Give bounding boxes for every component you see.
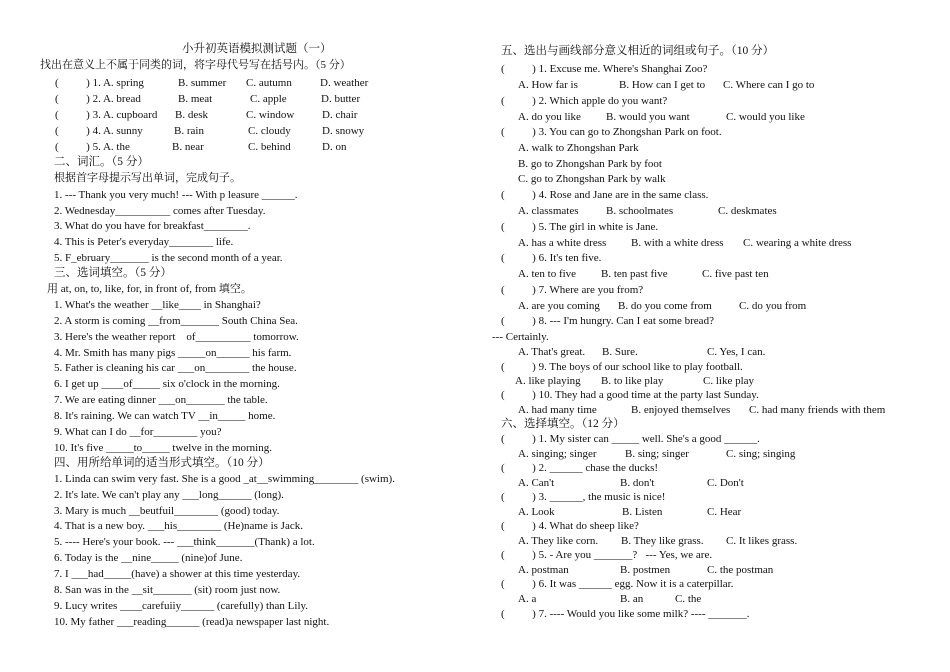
s6-q2-b: B. don't [620, 477, 655, 489]
s1-q3: ( ) 3. A. cupboard [55, 109, 158, 121]
s6-q6-b: B. an [620, 593, 644, 605]
s3-q8: 8. It's raining. We can watch TV __in_____ home. [54, 410, 276, 422]
section-3-instruction: 用 at, on, to, like, for, in front of, from 填空。 [47, 283, 252, 295]
s1-q2-b: B. meat [178, 93, 213, 105]
s5-q1-c: C. Where can I go to [723, 79, 815, 91]
s5-q9-a: A. like playing [515, 375, 581, 387]
s6-q1-c: C. sing; singing [726, 448, 796, 460]
s6-q6: ( ) 6. It was ______ egg. Now it is a caterpillar. [501, 578, 734, 590]
section-4-title: 四、用所给单词的适当形式填空。（10 分） [54, 457, 270, 469]
s4-q4: 4. That is a new boy. ___his________ (He)name is Jack. [54, 520, 303, 532]
s4-q8: 8. San was in the __sit_______ (sit) room just now. [54, 584, 281, 596]
s3-q3: 3. Here's the weather report of__________ tomorrow. [54, 331, 299, 343]
s3-q4: 4. Mr. Smith has many pigs _____on______ his farm. [54, 347, 292, 359]
s1-q1: ( ) 1. A. spring [55, 77, 144, 89]
s5-q9-b: B. to like play [601, 375, 664, 387]
s5-q4-c: C. deskmates [718, 205, 777, 217]
s3-q2: 2. A storm is coming __from_______ South China Sea. [54, 315, 298, 327]
s6-q1-b: B. sing; singer [625, 448, 689, 460]
s6-q3: ( ) 3. ______, the music is nice! [501, 491, 666, 503]
s3-q10: 10. It's five _____to_____ twelve in the morning. [54, 442, 272, 454]
s6-q4-b: B. They like grass. [621, 535, 704, 547]
s5-q10-b: B. enjoyed themselves [631, 404, 731, 416]
s5-q7: ( ) 7. Where are you from? [501, 284, 644, 296]
s3-q9: 9. What can I do __for________ you? [54, 426, 222, 438]
s4-q7: 7. I ___had_____(have) a shower at this time yesterday. [54, 568, 301, 580]
s6-q5-b: B. postmen [620, 564, 671, 576]
s5-q1: ( ) 1. Excuse me. Where's Shanghai Zoo? [501, 63, 708, 75]
s1-q4-b: B. rain [174, 125, 204, 137]
s5-q6: ( ) 6. It's ten five. [501, 252, 602, 264]
s5-q8-a: A. That's great. [518, 346, 586, 358]
s1-q4-d: D. snowy [322, 125, 365, 137]
s3-q7: 7. We are eating dinner ___on_______ the table. [54, 394, 268, 406]
s6-q5-a: A. postman [518, 564, 569, 576]
section-6-title: 六、选择填空。（12 分） [501, 418, 625, 430]
s1-q4-c: C. cloudy [248, 125, 291, 137]
s1-q1-d: D. weather [320, 77, 369, 89]
section-3-title: 三、选词填空。（5 分） [54, 267, 172, 279]
s6-q2: ( ) 2. ______ chase the ducks! [501, 462, 659, 474]
s2-q4: 4. This is Peter's everyday________ life. [54, 236, 234, 248]
page-title: 小升初英语模拟测试题（一） [182, 43, 332, 55]
s2-q5: 5. F_ebruary_______ is the second month of a year. [54, 252, 283, 264]
s3-q1: 1. What's the weather __like____ in Shanghai? [54, 299, 261, 311]
s5-q10-a: A. had many time [518, 404, 597, 416]
s5-q2-c: C. would you like [726, 111, 805, 123]
s5-q8-c: C. Yes, I can. [707, 346, 766, 358]
s1-q1-b: B. summer [178, 77, 227, 89]
s5-q1-b: B. How can I get to [619, 79, 706, 91]
s1-q5-b: B. near [172, 141, 204, 153]
s2-q3: 3. What do you have for breakfast________. [54, 220, 251, 232]
s5-q10-c: C. had many friends with them [749, 404, 886, 416]
s1-q2-d: D. butter [321, 93, 361, 105]
s5-q8-reply: --- Certainly. [492, 331, 549, 343]
s1-q5: ( ) 5. A. the [55, 141, 130, 153]
section-2-title: 二、词汇。（5 分） [54, 156, 149, 168]
s4-q10: 10. My father ___reading______ (read)a newspaper last night. [54, 616, 330, 628]
s1-q5-d: D. on [322, 141, 347, 153]
s6-q6-a: A. a [518, 593, 537, 605]
s5-q6-a: A. ten to five [518, 268, 577, 280]
s5-q3-c: C. go to Zhongshan Park by walk [518, 173, 666, 185]
s6-q2-a: A. Can't [518, 477, 555, 489]
s4-q2: 2. It's late. We can't play any ___long______ (long). [54, 489, 284, 501]
s5-q1-a: A. How far is [518, 79, 578, 91]
s6-q7: ( ) 7. ---- Would you like some milk? ---- _______. [501, 608, 750, 620]
s4-q6: 6. Today is the __nine_____ (nine)of June. [54, 552, 243, 564]
s5-q3-b: B. go to Zhongshan Park by foot [518, 158, 662, 170]
s5-q7-c: C. do you from [739, 300, 807, 312]
s5-q5: ( ) 5. The girl in white is Jane. [501, 221, 659, 233]
s5-q5-c: C. wearing a white dress [743, 237, 852, 249]
s4-q9: 9. Lucy writes ____carefuiiy______ (carefully) than Lily. [54, 600, 309, 612]
section-1-instruction: 找出在意义上不属于同类的词，将字母代号写在括号内。（5 分） [40, 59, 351, 71]
s4-q5: 5. ---- Here's your book. --- ___think_______(Thank) a lot. [54, 536, 315, 548]
s6-q1-a: A. singing; singer [518, 448, 597, 460]
s1-q3-c: C. window [246, 109, 295, 121]
s1-q4: ( ) 4. A. sunny [55, 125, 143, 137]
s5-q3: ( ) 3. You can go to Zhongshan Park on foot. [501, 126, 722, 138]
s1-q3-b: B. desk [175, 109, 208, 121]
s1-q5-c: C. behind [248, 141, 291, 153]
s5-q9-c: C. like play [703, 375, 755, 387]
s5-q6-c: C. five past ten [702, 268, 769, 280]
s5-q2-a: A. do you like [518, 111, 581, 123]
s5-q5-b: B. with a white dress [631, 237, 724, 249]
s6-q3-a: A. Look [518, 506, 555, 518]
s2-q2: 2. Wednesday__________ comes after Tuesday. [54, 205, 266, 217]
s1-q1-c: C. autumn [246, 77, 292, 89]
s5-q7-a: A. are you coming [518, 300, 600, 312]
section-2-instruction: 根据首字母提示写出单词，完成句子。 [54, 172, 241, 184]
s1-q2: ( ) 2. A. bread [55, 93, 141, 105]
s6-q6-c: C. the [675, 593, 702, 605]
s6-q5-c: C. the postman [707, 564, 774, 576]
s5-q4-a: A. classmates [518, 205, 579, 217]
s5-q3-a: A. walk to Zhongshan Park [518, 142, 639, 154]
s2-q1: 1. --- Thank you very much! --- With p leasure ______. [54, 189, 298, 201]
s6-q1: ( ) 1. My sister can _____ well. She's a good ______. [501, 433, 760, 445]
s1-q3-d: D. chair [322, 109, 358, 121]
s5-q6-b: B. ten past five [601, 268, 668, 280]
s5-q2: ( ) 2. Which apple do you want? [501, 95, 668, 107]
s6-q3-b: B. Listen [622, 506, 663, 518]
s5-q4: ( ) 4. Rose and Jane are in the same class. [501, 189, 709, 201]
s6-q2-c: C. Don't [707, 477, 744, 489]
s5-q8-b: B. Sure. [602, 346, 638, 358]
s1-q2-c: C. apple [250, 93, 287, 105]
s5-q9: ( ) 9. The boys of our school like to play football. [501, 361, 743, 373]
s6-q4-c: C. It likes grass. [726, 535, 798, 547]
s3-q5: 5. Father is cleaning his car ___on________ the house. [54, 362, 297, 374]
s4-q3: 3. Mary is much __beutfuil________ (good) today. [54, 505, 280, 517]
s6-q4-a: A. They like corn. [518, 535, 599, 547]
s3-q6: 6. I get up ____of_____ six o'clock in the morning. [54, 378, 280, 390]
s4-q1: 1. Linda can swim very fast. She is a good _at__swimming________ (swim). [54, 473, 395, 485]
s5-q10: ( ) 10. They had a good time at the party last Sunday. [501, 389, 759, 401]
section-5-title: 五、选出与画线部分意义相近的词组或句子。（10 分） [501, 45, 775, 57]
s6-q4: ( ) 4. What do sheep like? [501, 520, 639, 532]
s6-q5: ( ) 5. - Are you _______? --- Yes, we are. [501, 549, 713, 561]
s5-q2-b: B. would you want [606, 111, 690, 123]
s5-q4-b: B. schoolmates [606, 205, 674, 217]
s5-q8: ( ) 8. --- I'm hungry. Can I eat some bread? [501, 315, 714, 327]
s6-q3-c: C. Hear [707, 506, 742, 518]
s5-q5-a: A. has a white dress [518, 237, 607, 249]
s5-q7-b: B. do you come from [618, 300, 712, 312]
